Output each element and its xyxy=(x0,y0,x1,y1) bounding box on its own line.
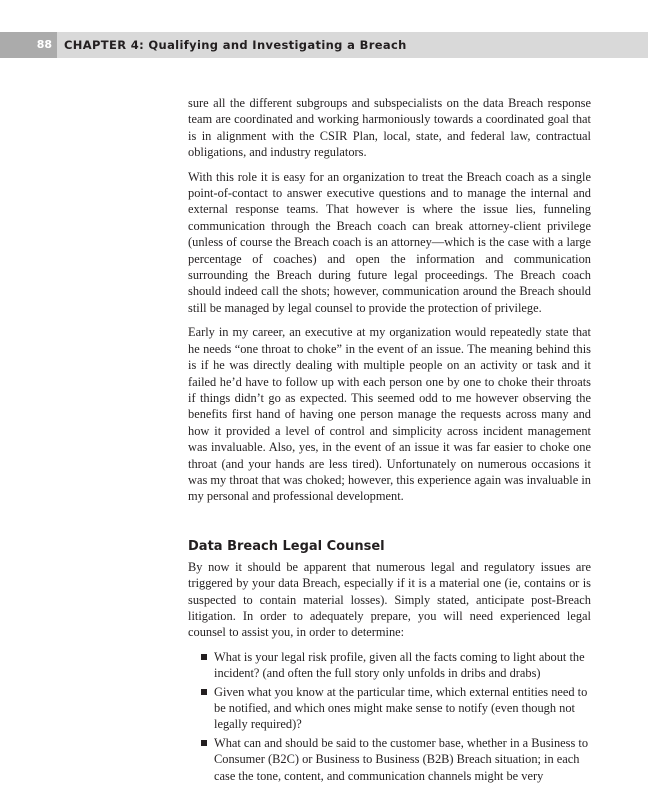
body-paragraph: Early in my career, an executive at my organization would repeatedly state that he needs “one throat to choke” in the event of an issue. The meaning behind this is if he was directly dealing with multiple people on an activity or task and it failed he’d have to follow up with each person one by one to choke their throats if things didn’t go as expected. This seemed odd to me however observing the benefits first hand of having one person manage the requests across many and how it provided a level of control and simplicity across incident management was invaluable. Also, yes, in the event of an issue it was far easier to choke one throat (and your hands are less tired). Unfortunately on numerous occasions it was my throat that was choked; however, this experience again was invaluable in my personal and professional development. xyxy=(188,325,591,504)
list-item-text: What is your legal risk profile, given all the facts coming to light about the incident? (and often the full story only unfolds in dribs and drabs) xyxy=(214,649,585,681)
list-item xyxy=(188,684,591,733)
list-item-text: Given what you know at the particular time, which external entities need to be notified, and which ones might make sense to notify (even though not legally required)? xyxy=(214,684,588,732)
square-bullet-icon xyxy=(201,654,207,660)
bullet-list xyxy=(188,649,591,784)
running-header xyxy=(0,32,648,58)
chapter-title: CHAPTER 4: Qualifying and Investigating a Breach xyxy=(64,38,407,52)
body-paragraph: With this role it is easy for an organization to treat the Breach coach as a single point-of-contact to answer executive questions and to manage the internal and external response teams. That however is where the issue lies, funneling communication through the Breach coach can break attorney-client privilege (unless of course the Breach coach is an attorney—which is the case with a large percentage of coaches) and open the information and communication surrounding the Breach during future legal proceedings. The Breach coach should indeed call the shots; however, communication around the Breach should still be managed by legal counsel to provide the protection of privilege. xyxy=(188,169,591,315)
page-body xyxy=(188,95,591,786)
list-item xyxy=(188,649,591,682)
section-intro: By now it should be apparent that numerous legal and regulatory issues are triggered by your data Breach, especially if it is a material one (ie, contains or is suspected to contain material losses). Simply stated, anticipate post-Breach litigation. In order to adequately prepare, you will need experienced legal counsel to assist you, in order to determine: xyxy=(188,559,591,640)
body-paragraph: sure all the different subgroups and subspecialists on the data Breach response team are coordinated and working harmoniously towards a coordinated goal that is in alignment with the CSIR Plan, local, state, and federal law, contractual obligations, and industry regulators. xyxy=(188,96,591,160)
square-bullet-icon xyxy=(201,689,207,695)
list-item-text: What can and should be said to the customer base, whether in a Business to Consumer (B2C) or Business to Business (B2B) Breach situation; in each case the tone, content, and communication channels might be very xyxy=(214,735,589,783)
page-number: 88 xyxy=(0,32,57,58)
section-heading: Data Breach Legal Counsel xyxy=(188,538,385,554)
list-item xyxy=(188,735,591,784)
square-bullet-icon xyxy=(201,740,207,746)
